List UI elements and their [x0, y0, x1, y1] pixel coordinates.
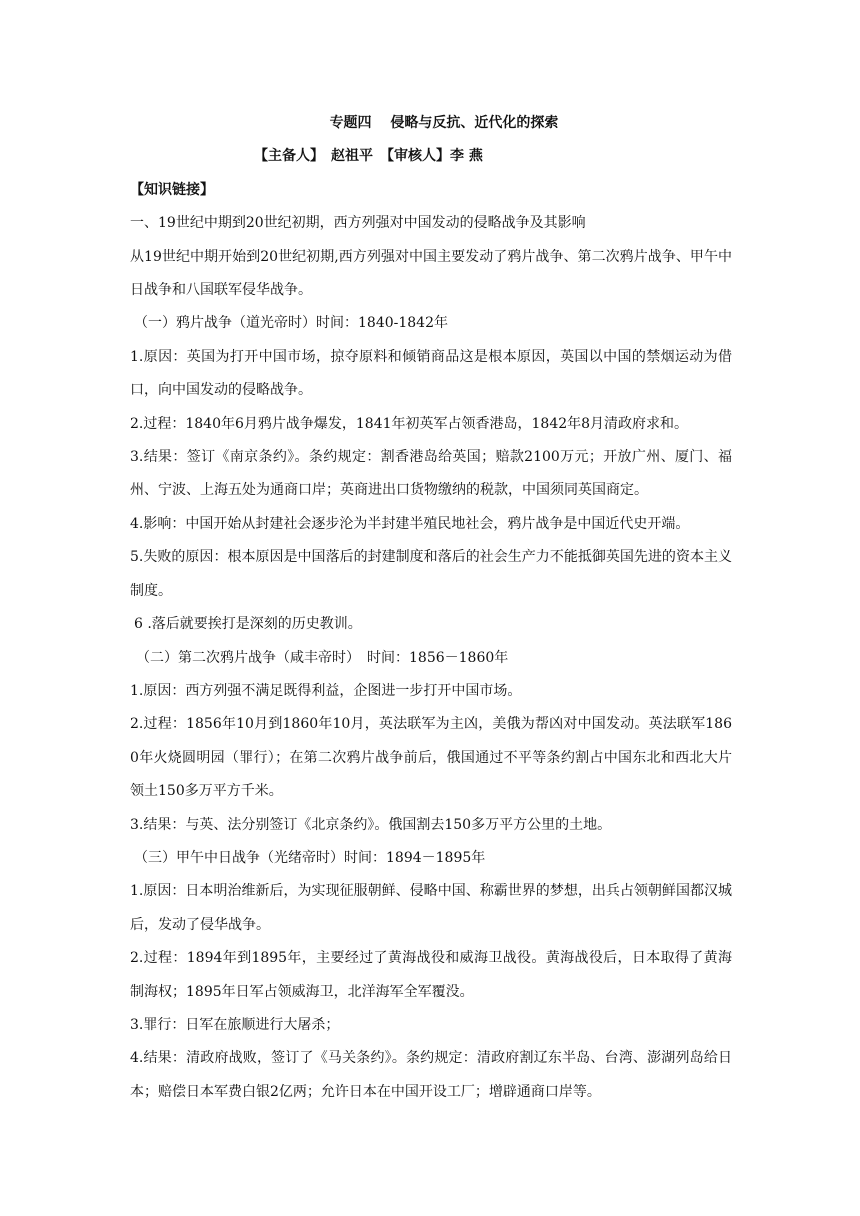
sino-japanese-war-process: 2.过程：1894年到1895年，主要经过了黄海战役和威海卫战役。黄海战役后，日本取得了黄海制海权；1895年日军占领威海卫，北洋海军全军覆没。 — [130, 950, 732, 1000]
sino-japanese-war-cause: 1.原因：日本明治维新后，为实现征服朝鲜、侵略中国、称霸世界的梦想，出兵占领朝鲜国都汉城后，发动了侵华战争。 — [130, 883, 732, 933]
document-body — [130, 107, 732, 1109]
opium-war-cause: 1.原因：英国为打开中国市场，掠夺原料和倾销商品这是根本原因，英国以中国的禁烟运动为借口，向中国发动的侵略战争。 — [130, 348, 732, 399]
sino-japanese-war-result: 4.结果：清政府战败，签订了《马关条约》。条约规定：清政府割辽东半岛、台湾、澎湖列岛给日本；赔偿日本军费白银2亿两；允许日本在中国开设工厂；增辟通商口岸等。 — [130, 1050, 732, 1100]
heading-line-1: 一、19世纪中期到20世纪初期，西方列强对中国发动的侵略战争及其影响 — [130, 215, 586, 232]
subheading-second-opium-war: （二）第二次鸦片战争（咸丰帝时） 时间：1856－1860年 — [136, 649, 509, 666]
section-heading: 【知识链接】 — [130, 181, 214, 198]
opium-war-impact: 4.影响：中国开始从封建社会逐步沦为半封建半殖民地社会，鸦片战争是中国近代史开端。 — [130, 515, 690, 532]
subheading-sino-japanese-war: （三）甲午中日战争（光绪帝时）时间：1894－1895年 — [134, 849, 486, 866]
second-opium-war-result: 3.结果：与英、法分别签订《北京条约》。俄国割去150多万平方公里的土地。 — [130, 816, 612, 833]
page-title: 专题四 侵略与反抗、近代化的探索 — [329, 115, 559, 131]
author-line: 【主备人】 赵祖平 【审核人】李 燕 — [254, 148, 483, 165]
opium-war-result: 3.结果：签订《南京条约》。条约规定：割香港岛给英国；赔款2100万元；开放广州、厦门、福州、宁波、上海五处为通商口岸；英商进出口货物缴纳的税款，中国须同英国商定。 — [130, 449, 732, 499]
sino-japanese-war-crime: 3.罪行：日军在旅顺进行大屠杀； — [130, 1016, 340, 1033]
opium-war-lesson: 6 .落后就要挨打是深刻的历史教训。 — [134, 616, 362, 633]
opium-war-failure-reason: 5.失败的原因：根本原因是中国落后的封建制度和落后的社会生产力不能抵御英国先进的资本主义制度。 — [130, 549, 732, 599]
opium-war-process: 2.过程：1840年6月鸦片战争爆发，1841年初英军占领香港岛，1842年8月清政府求和。 — [130, 415, 689, 432]
second-opium-war-cause: 1.原因：西方列强不满足既得利益，企图进一步打开中国市场。 — [130, 682, 522, 699]
subheading-opium-war: （一）鸦片战争（道光帝时）时间：1840-1842年 — [134, 315, 448, 332]
second-opium-war-process: 2.过程：1856年10月到1860年10月，英法联军为主凶，美俄为帮凶对中国发动。英法联军1860年火烧圆明园（罪行）；在第二次鸦片战争前后，俄国通过不平等条约割占中国东北和西北大片领土150多万平方千米。 — [130, 716, 732, 800]
intro-paragraph: 从19世纪中期开始到20世纪初期,西方列强对中国主要发动了鸦片战争、第二次鸦片战争、甲午中日战争和八国联军侵华战争。 — [130, 248, 732, 299]
